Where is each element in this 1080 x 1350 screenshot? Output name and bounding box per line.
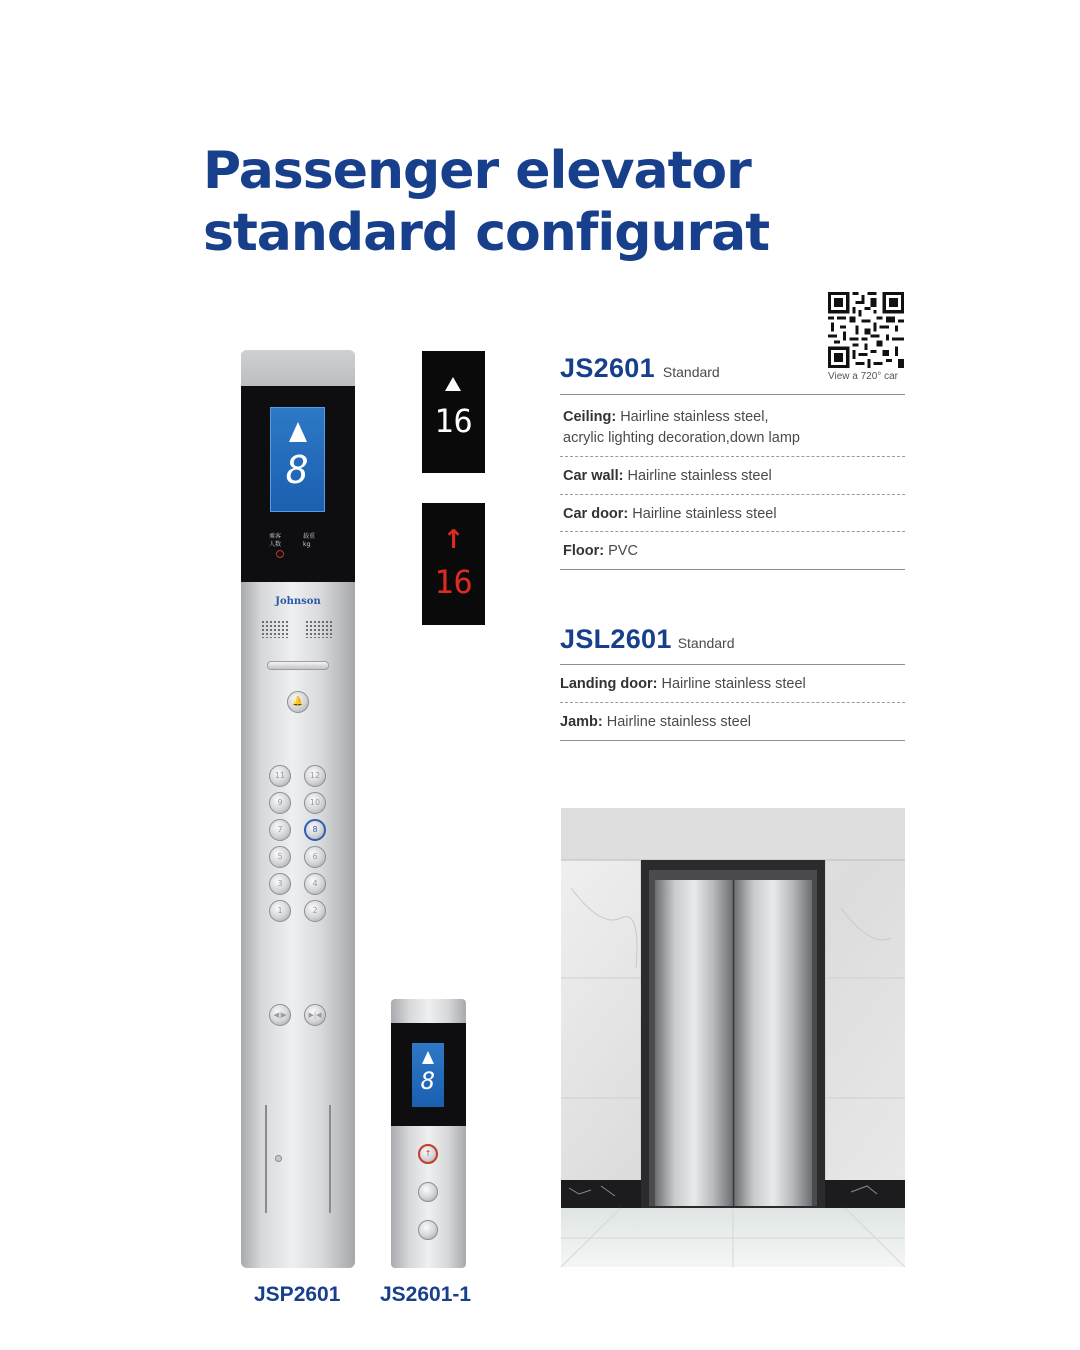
landing-model-code: JSL2601: [560, 624, 672, 654]
dashed-divider: [560, 456, 905, 457]
door-open-button[interactable]: ◀|▶: [269, 1004, 291, 1026]
dashed-divider: [560, 531, 905, 532]
hall-call-panel: [391, 999, 466, 1268]
car-model-code: JS2601: [560, 353, 655, 383]
hall-model-label: JS2601-1: [380, 1283, 472, 1306]
spec-value: Hairline stainless steel: [632, 506, 777, 522]
car-grade: Standard: [662, 364, 720, 380]
floor-button[interactable]: 7: [269, 819, 291, 841]
landing-spec-header: [560, 624, 735, 655]
dashed-divider: [560, 702, 905, 703]
bell-icon: 🔔: [292, 697, 304, 707]
hall-fire-button[interactable]: [418, 1220, 438, 1240]
spec-row-jamb: [560, 712, 751, 733]
floor-button[interactable]: 5: [269, 846, 291, 868]
spec-label: Ceiling:: [563, 409, 617, 425]
service-cabinet-edge-left: [265, 1105, 267, 1213]
landing-grade: Standard: [677, 635, 735, 651]
brand-logo: Johnson: [275, 596, 321, 607]
floor-button[interactable]: 4: [304, 873, 326, 895]
panel-lcd-display: [270, 407, 325, 512]
keyhole-icon: [275, 1155, 282, 1162]
spec-row-landing-door: [560, 674, 806, 695]
spec-value: Hairline stainless steel: [606, 714, 752, 730]
divider: [560, 569, 905, 570]
title-line-2: standard configurat: [203, 203, 770, 263]
car-spec-header: [560, 353, 720, 384]
hall-up-button[interactable]: ↑: [418, 1144, 438, 1164]
capacity-label-left: 乘客 人数: [269, 533, 282, 548]
speaker-grille-left: [261, 620, 289, 638]
spec-value: Hairline stainless steel: [661, 676, 806, 692]
card-reader-slot: [267, 661, 329, 670]
spec-value: Hairline stainless steel,: [620, 409, 769, 425]
floor-digit: 8: [286, 448, 309, 492]
title-line-1: Passenger elevator: [203, 141, 751, 201]
up-arrow-icon: [445, 377, 461, 391]
up-arrow-icon: ↑: [442, 525, 465, 555]
panel-top-cap: [241, 350, 355, 386]
page-title: [203, 140, 769, 264]
car-operating-panel: [241, 350, 355, 1268]
qr-caption: View a 720° car: [828, 371, 898, 382]
floor-digit: 8: [420, 1067, 436, 1095]
hall-display-section: [391, 1023, 466, 1126]
elevator-entrance-photo: [561, 808, 905, 1267]
hall-indicator-red: [422, 503, 485, 625]
spec-value: PVC: [608, 543, 638, 559]
floor-button[interactable]: 10: [304, 792, 326, 814]
floor-button[interactable]: 1: [269, 900, 291, 922]
hall-indicator-white: [422, 351, 485, 473]
service-cabinet-edge-right: [329, 1105, 331, 1213]
qr-code-icon[interactable]: [828, 292, 904, 368]
spec-label: Car wall:: [563, 468, 624, 484]
divider: [560, 664, 905, 665]
floor-button-selected[interactable]: 8: [304, 819, 326, 841]
floor-button[interactable]: 2: [304, 900, 326, 922]
spec-row-car-wall: [563, 466, 772, 487]
floor-button[interactable]: 11: [269, 765, 291, 787]
spec-row-car-door: [563, 504, 777, 525]
spec-label: Floor:: [563, 543, 605, 559]
cop-model-label: JSP2601: [254, 1283, 341, 1306]
divider: [560, 740, 905, 741]
speaker-grille-right: [305, 620, 333, 638]
alarm-button[interactable]: [287, 691, 309, 713]
floor-button[interactable]: 6: [304, 846, 326, 868]
up-arrow-icon: [422, 1051, 434, 1064]
capacity-label-right: 载重 kg: [303, 533, 316, 548]
hall-down-button[interactable]: [418, 1182, 438, 1202]
floor-button[interactable]: 3: [269, 873, 291, 895]
no-smoking-icon: [276, 550, 284, 558]
divider: [560, 394, 905, 395]
floor-number: 16: [434, 563, 473, 601]
dashed-divider: [560, 494, 905, 495]
spec-row-floor: [563, 541, 638, 562]
floor-button[interactable]: 12: [304, 765, 326, 787]
spec-row-ceiling: [563, 407, 800, 449]
spec-value-extra: acrylic lighting decoration,down lamp: [563, 430, 800, 446]
spec-label: Jamb:: [560, 714, 603, 730]
panel-display-section: [241, 386, 355, 582]
door-close-button[interactable]: ▶|◀: [304, 1004, 326, 1026]
up-arrow-icon: [289, 422, 307, 442]
spec-label: Landing door:: [560, 676, 658, 692]
spec-value: Hairline stainless steel: [627, 468, 772, 484]
hall-lcd-display: [412, 1043, 444, 1107]
floor-number: 16: [434, 402, 473, 440]
spec-label: Car door:: [563, 506, 629, 522]
floor-button[interactable]: 9: [269, 792, 291, 814]
